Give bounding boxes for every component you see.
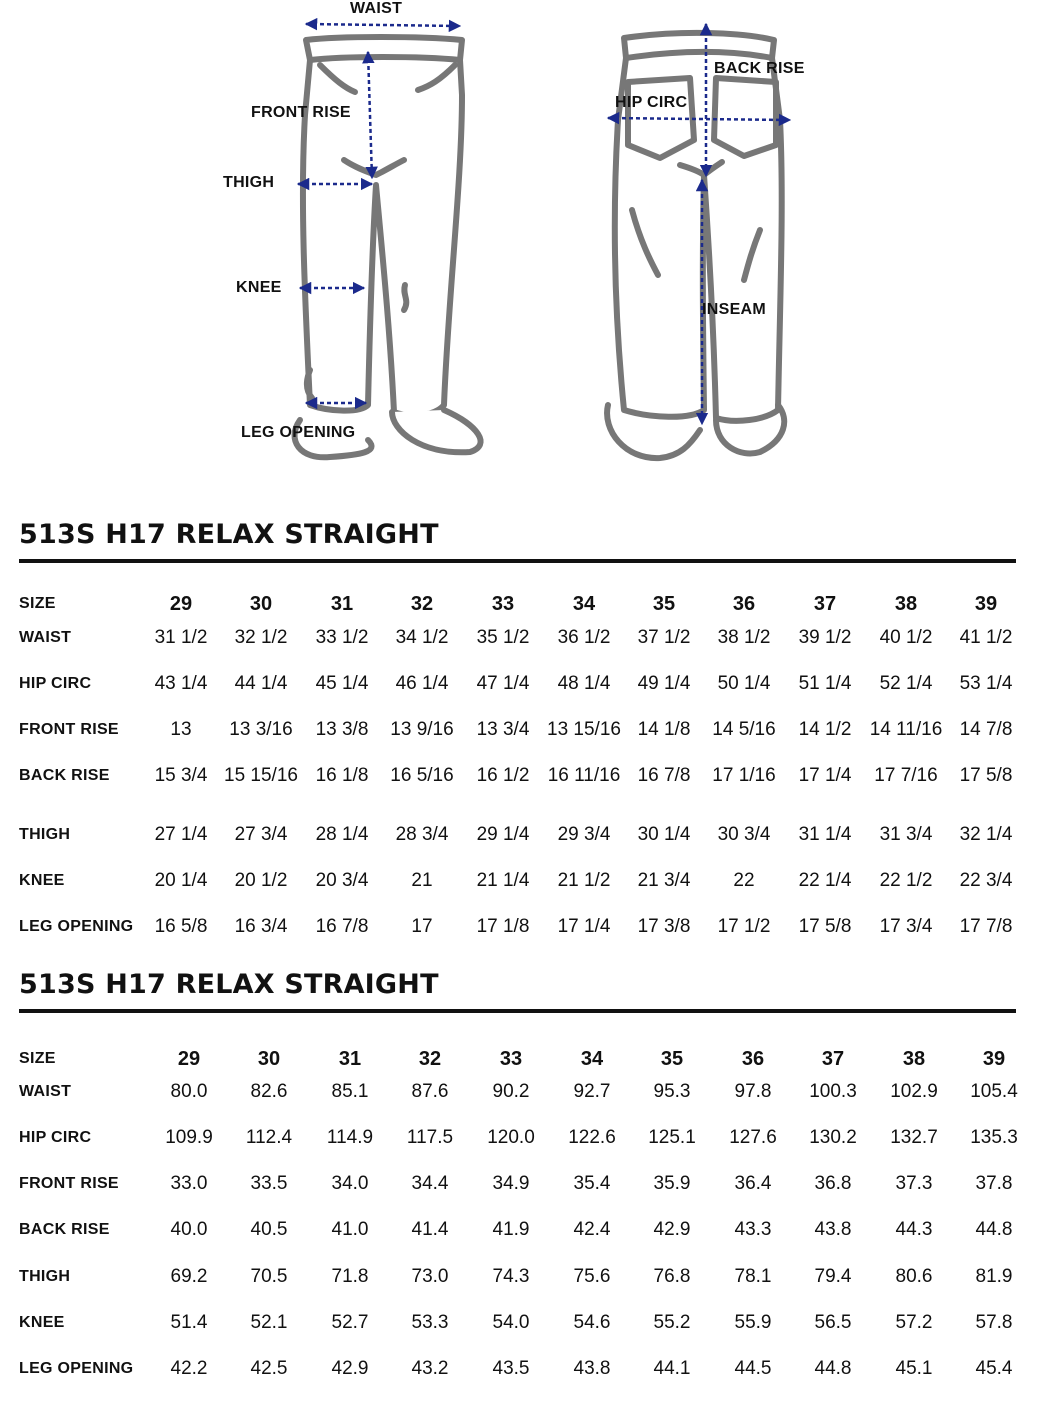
size-header-row [0,1046,1039,1072]
value-cell: 42.2 [170,1358,208,1379]
hip-circ-arrow [608,118,790,120]
size-cell: 31 [330,593,354,615]
size-cell: 29 [169,593,193,615]
value-cell: 73.0 [411,1266,449,1287]
value-cell: 49 1/4 [637,673,691,694]
hip-circ-label: HIP CIRC [615,94,688,111]
value-cell: 92.7 [573,1081,611,1102]
size-cell: 35 [652,593,676,615]
value-cell: 37.8 [975,1173,1013,1194]
table-row-hip-circ [0,671,1039,697]
table-row-waist [0,625,1039,651]
value-cell: 132.7 [890,1127,938,1148]
value-cell: 22 1/4 [798,870,852,891]
value-cell: 16 1/2 [476,765,530,786]
value-cell: 17 5/8 [959,765,1013,786]
front-jeans-outline [295,37,481,457]
value-cell: 30 3/4 [717,824,771,845]
value-cell: 43.8 [573,1358,611,1379]
value-cell: 125.1 [648,1127,696,1148]
value-cell: 37 1/2 [637,627,691,648]
row-label: LEG OPENING [19,1360,134,1377]
value-cell: 35.4 [573,1173,611,1194]
value-cell: 70.5 [250,1266,288,1287]
value-cell: 36.4 [734,1173,772,1194]
value-cell: 17 1/16 [712,765,776,786]
size-cell: 34 [572,593,596,615]
row-label: KNEE [19,872,65,889]
value-cell: 14 7/8 [959,719,1013,740]
value-cell: 44 1/4 [234,673,288,694]
table-row-hip-circ [0,1125,1039,1151]
size-cell: 36 [741,1048,765,1070]
measurement-diagram [0,0,1039,480]
row-label: WAIST [19,629,72,646]
value-cell: 87.6 [411,1081,449,1102]
value-cell: 50 1/4 [717,673,771,694]
value-cell: 22 1/2 [879,870,933,891]
value-cell: 32 1/2 [234,627,288,648]
value-cell: 80.0 [170,1081,208,1102]
table-title: 513S H17 RELAX STRAIGHT [19,519,439,550]
value-cell: 43.2 [411,1358,449,1379]
row-label: BACK RISE [19,767,110,784]
value-cell: 34.4 [411,1173,449,1194]
row-label: KNEE [19,1314,65,1331]
value-cell: 109.9 [165,1127,213,1148]
value-cell: 27 1/4 [154,824,208,845]
value-cell: 27 3/4 [234,824,288,845]
size-cell: 37 [813,593,837,615]
value-cell: 34.9 [492,1173,530,1194]
row-label: HIP CIRC [19,1129,92,1146]
value-cell: 105.4 [970,1081,1018,1102]
value-cell: 16 5/8 [154,916,208,937]
value-cell: 13 15/16 [547,719,621,740]
row-label: WAIST [19,1083,72,1100]
value-cell: 40 1/2 [879,627,933,648]
size-cell: 36 [732,593,756,615]
value-cell: 33.5 [250,1173,288,1194]
value-cell: 39 1/2 [798,627,852,648]
value-cell: 17 7/8 [959,916,1013,937]
leg-opening-label: LEG OPENING [241,424,356,441]
value-cell: 74.3 [492,1266,530,1287]
value-cell: 38 1/2 [717,627,771,648]
value-cell: 13 3/4 [476,719,530,740]
size-cell: 39 [982,1048,1006,1070]
value-cell: 28 1/4 [315,824,369,845]
value-cell: 17 1/2 [717,916,771,937]
waist-arrow [306,24,460,26]
value-cell: 95.3 [653,1081,691,1102]
value-cell: 112.4 [245,1127,293,1148]
row-label: FRONT RISE [19,721,119,738]
value-cell: 79.4 [814,1266,852,1287]
value-cell: 13 [170,719,192,740]
value-cell: 130.2 [809,1127,857,1148]
value-cell: 13 3/16 [229,719,293,740]
value-cell: 44.3 [895,1219,933,1240]
value-cell: 34 1/2 [395,627,449,648]
size-cell: 35 [660,1048,684,1070]
value-cell: 36.8 [814,1173,852,1194]
value-cell: 17 5/8 [798,916,852,937]
value-cell: 29 1/4 [476,824,530,845]
size-header-row [0,591,1039,617]
value-cell: 41 1/2 [959,627,1013,648]
value-cell: 52 1/4 [879,673,933,694]
row-label: THIGH [19,1268,71,1285]
value-cell: 76.8 [653,1266,691,1287]
front-rise-label: FRONT RISE [251,104,351,121]
row-label: LEG OPENING [19,918,134,935]
size-cell: 38 [902,1048,926,1070]
size-cell: 39 [974,593,998,615]
table-title: 513S H17 RELAX STRAIGHT [19,969,439,1000]
value-cell: 21 1/2 [557,870,611,891]
value-cell: 135.3 [970,1127,1018,1148]
value-cell: 13 9/16 [390,719,454,740]
value-cell: 44.1 [653,1358,691,1379]
value-cell: 42.9 [331,1358,369,1379]
value-cell: 43.3 [734,1219,772,1240]
value-cell: 17 [411,916,433,937]
value-cell: 44.5 [734,1358,772,1379]
value-cell: 21 1/4 [476,870,530,891]
value-cell: 16 1/8 [315,765,369,786]
table-row-thigh [0,1264,1039,1290]
value-cell: 35.9 [653,1173,691,1194]
value-cell: 17 1/4 [557,916,611,937]
value-cell: 45.4 [975,1358,1013,1379]
value-cell: 41.9 [492,1219,530,1240]
value-cell: 35 1/2 [476,627,530,648]
value-cell: 53.3 [411,1312,449,1333]
table-row-back-rise [0,763,1039,789]
row-label: BACK RISE [19,1221,110,1238]
value-cell: 54.6 [573,1312,611,1333]
value-cell: 14 1/8 [637,719,691,740]
value-cell: 53 1/4 [959,673,1013,694]
size-cell: 30 [257,1048,281,1070]
table-row-knee [0,1310,1039,1336]
value-cell: 117.5 [406,1127,454,1148]
value-cell: 16 7/8 [315,916,369,937]
value-cell: 16 7/8 [637,765,691,786]
value-cell: 13 3/8 [315,719,369,740]
value-cell: 36 1/2 [557,627,611,648]
row-label: HIP CIRC [19,675,92,692]
front-rise-arrow [368,52,372,178]
row-label: THIGH [19,826,71,843]
value-cell: 78.1 [734,1266,772,1287]
row-label: FRONT RISE [19,1175,119,1192]
knee-label: KNEE [236,279,282,296]
value-cell: 14 5/16 [712,719,776,740]
value-cell: 17 3/4 [879,916,933,937]
value-cell: 69.2 [170,1266,208,1287]
table-row-front-rise [0,717,1039,743]
value-cell: 51.4 [170,1312,208,1333]
table-row-leg-opening [0,914,1039,940]
value-cell: 80.6 [895,1266,933,1287]
value-cell: 43.5 [492,1358,530,1379]
value-cell: 55.9 [734,1312,772,1333]
value-cell: 90.2 [492,1081,530,1102]
value-cell: 43.8 [814,1219,852,1240]
value-cell: 44.8 [975,1219,1013,1240]
value-cell: 45.1 [895,1358,933,1379]
value-cell: 17 1/8 [476,916,530,937]
value-cell: 16 5/16 [390,765,454,786]
value-cell: 75.6 [573,1266,611,1287]
size-cell: 32 [418,1048,442,1070]
value-cell: 28 3/4 [395,824,449,845]
value-cell: 32 1/4 [959,824,1013,845]
value-cell: 22 [733,870,755,891]
value-cell: 15 15/16 [224,765,298,786]
table-row-leg-opening [0,1356,1039,1382]
size-cell: 33 [491,593,515,615]
value-cell: 43 1/4 [154,673,208,694]
value-cell: 81.9 [975,1266,1013,1287]
value-cell: 102.9 [890,1081,938,1102]
value-cell: 44.8 [814,1358,852,1379]
value-cell: 30 1/4 [637,824,691,845]
value-cell: 20 1/4 [154,870,208,891]
value-cell: 31 1/2 [154,627,208,648]
table-row-waist [0,1079,1039,1105]
size-cell: 32 [410,593,434,615]
thigh-label: THIGH [223,174,275,191]
value-cell: 71.8 [331,1266,369,1287]
value-cell: 120.0 [487,1127,535,1148]
value-cell: 16 11/16 [547,765,621,786]
table-row-knee [0,868,1039,894]
table-row-thigh [0,822,1039,848]
size-cell: 30 [249,593,273,615]
value-cell: 42.9 [653,1219,691,1240]
value-cell: 37.3 [895,1173,933,1194]
value-cell: 45 1/4 [315,673,369,694]
value-cell: 57.2 [895,1312,933,1333]
value-cell: 54.0 [492,1312,530,1333]
row-label: SIZE [19,1050,56,1067]
value-cell: 20 3/4 [315,870,369,891]
inseam-label: INSEAM [702,301,767,318]
value-cell: 21 3/4 [637,870,691,891]
value-cell: 82.6 [250,1081,288,1102]
value-cell: 17 1/4 [798,765,852,786]
value-cell: 100.3 [809,1081,857,1102]
value-cell: 51 1/4 [798,673,852,694]
value-cell: 127.6 [729,1127,777,1148]
value-cell: 15 3/4 [154,765,208,786]
waist-label: WAIST [350,0,403,17]
value-cell: 22 3/4 [959,870,1013,891]
size-cell: 29 [177,1048,201,1070]
value-cell: 31 1/4 [798,824,852,845]
value-cell: 14 1/2 [798,719,852,740]
back-rise-label: BACK RISE [714,60,805,77]
value-cell: 42.5 [250,1358,288,1379]
table-row-front-rise [0,1171,1039,1197]
value-cell: 16 3/4 [234,916,288,937]
value-cell: 42.4 [573,1219,611,1240]
value-cell: 29 3/4 [557,824,611,845]
value-cell: 31 3/4 [879,824,933,845]
title-rule [19,1009,1016,1013]
value-cell: 46 1/4 [395,673,449,694]
value-cell: 97.8 [734,1081,772,1102]
value-cell: 47 1/4 [476,673,530,694]
value-cell: 40.0 [170,1219,208,1240]
size-cell: 37 [821,1048,845,1070]
value-cell: 52.7 [331,1312,369,1333]
value-cell: 52.1 [250,1312,288,1333]
value-cell: 17 3/8 [637,916,691,937]
row-label: SIZE [19,595,56,612]
title-rule [19,559,1016,563]
size-cell: 31 [338,1048,362,1070]
value-cell: 41.4 [411,1219,449,1240]
value-cell: 122.6 [568,1127,616,1148]
size-cell: 38 [894,593,918,615]
value-cell: 21 [411,870,433,891]
value-cell: 114.9 [326,1127,374,1148]
value-cell: 33 1/2 [315,627,369,648]
value-cell: 20 1/2 [234,870,288,891]
value-cell: 41.0 [331,1219,369,1240]
value-cell: 14 11/16 [869,719,943,740]
value-cell: 40.5 [250,1219,288,1240]
value-cell: 85.1 [331,1081,369,1102]
value-cell: 34.0 [331,1173,369,1194]
value-cell: 48 1/4 [557,673,611,694]
value-cell: 55.2 [653,1312,691,1333]
value-cell: 56.5 [814,1312,852,1333]
value-cell: 33.0 [170,1173,208,1194]
value-cell: 57.8 [975,1312,1013,1333]
table-row-back-rise [0,1217,1039,1243]
size-cell: 33 [499,1048,523,1070]
size-cell: 34 [580,1048,604,1070]
value-cell: 17 7/16 [874,765,938,786]
